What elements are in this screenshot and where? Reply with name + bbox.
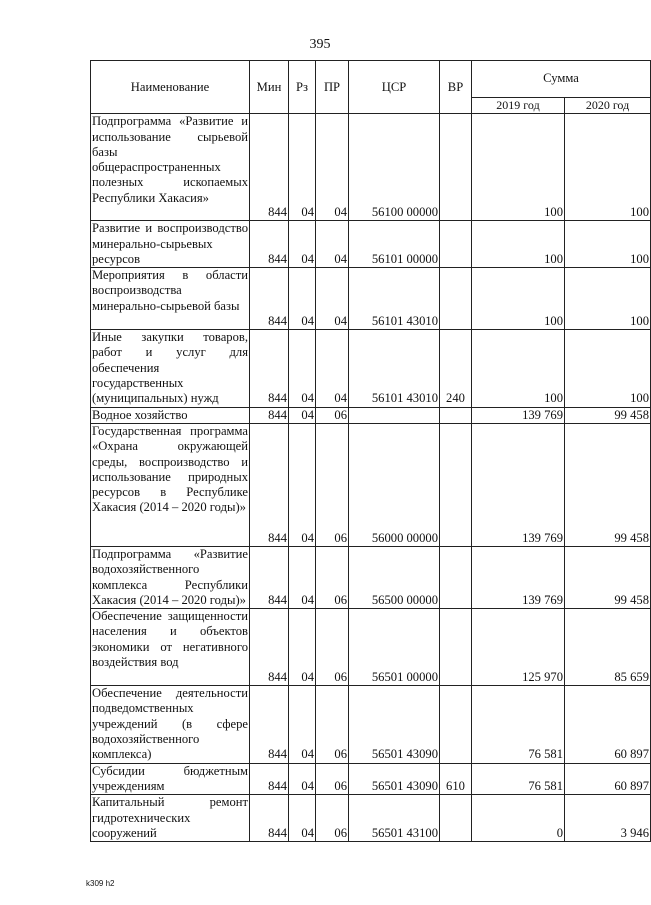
row-sum-2019: 125 970 <box>472 609 565 686</box>
row-name: Капитальный ремонт гидротехнических сооружений <box>92 795 248 840</box>
row-sum-2019: 100 <box>472 330 565 407</box>
row-min: 844 <box>250 763 289 795</box>
row-sum-2019: 139 769 <box>472 423 565 546</box>
row-name: Иные закупки товаров, работ и услуг для обеспечения государственных (муниципальных) нужд <box>92 330 248 406</box>
row-rz: 04 <box>289 609 316 686</box>
row-sum-2020: 100 <box>565 268 651 330</box>
row-rz: 04 <box>289 546 316 608</box>
row-sum-2020: 60 897 <box>565 686 651 763</box>
row-sum-2019: 100 <box>472 221 565 268</box>
row-pr: 06 <box>316 609 349 686</box>
header-pr: ПР <box>316 61 349 114</box>
row-vr <box>440 546 472 608</box>
row-name: Подпрограмма «Развитие и использование сырьевой базы общераспространенных полезных ископаемых Республики Хакасия» <box>91 114 250 221</box>
row-vr: 240 <box>440 330 472 407</box>
row-min: 844 <box>250 330 289 407</box>
row-sum-2019: 139 769 <box>472 546 565 608</box>
table-row <box>91 221 651 268</box>
table-row <box>91 407 651 423</box>
row-name: Субсидии бюджетным учреждениям <box>92 763 248 793</box>
row-sum-2019: 139 769 <box>472 407 565 423</box>
row-vr <box>440 686 472 763</box>
row-csr: 56101 00000 <box>349 221 440 268</box>
row-pr: 06 <box>316 407 349 423</box>
row-csr: 56101 43010 <box>349 330 440 407</box>
table-row <box>91 268 651 330</box>
row-name: Развитие и воспроизводство минерально-сырьевых ресурсов <box>92 221 248 266</box>
row-rz: 04 <box>289 686 316 763</box>
row-min: 844 <box>250 609 289 686</box>
row-min: 844 <box>250 114 289 221</box>
row-min: 844 <box>250 686 289 763</box>
row-sum-2019: 100 <box>472 268 565 330</box>
row-rz: 04 <box>289 114 316 221</box>
row-vr <box>440 795 472 842</box>
row-name: Обеспечение деятельности подведомственных учреждений (в сфере водохозяйственного комплекса) <box>92 686 248 762</box>
row-csr: 56000 00000 <box>349 423 440 546</box>
row-rz: 04 <box>289 407 316 423</box>
row-name: Государственная программа «Охрана окружающей среды, воспроизводство и использование природных ресурсов в Республике Хакасия (2014 – 2020 годы)» <box>91 423 250 546</box>
header-year-2019: 2019 год <box>472 98 565 114</box>
row-sum-2020: 99 458 <box>565 546 651 608</box>
row-rz: 04 <box>289 330 316 407</box>
header-sum: Сумма <box>472 61 651 98</box>
row-csr: 56501 43090 <box>349 686 440 763</box>
row-csr: 56101 43010 <box>349 268 440 330</box>
row-csr: 56501 43100 <box>349 795 440 842</box>
table-row <box>91 686 651 763</box>
table-row <box>91 114 651 221</box>
row-rz: 04 <box>289 763 316 795</box>
row-vr <box>440 407 472 423</box>
row-sum-2020: 100 <box>565 114 651 221</box>
table-row <box>91 330 651 407</box>
row-csr: 56100 00000 <box>349 114 440 221</box>
row-pr: 06 <box>316 546 349 608</box>
row-min: 844 <box>250 423 289 546</box>
row-sum-2019: 100 <box>472 114 565 221</box>
row-name: Мероприятия в области воспроизводства минерально-сырьевой базы <box>91 268 250 330</box>
row-min: 844 <box>250 221 289 268</box>
header-rz: Рз <box>289 61 316 114</box>
row-csr <box>349 407 440 423</box>
row-name: Обеспечение защищенности населения и объектов экономики от негативного воздействия вод <box>91 609 250 686</box>
header-csr: ЦСР <box>349 61 440 114</box>
row-pr: 06 <box>316 795 349 842</box>
row-sum-2019: 76 581 <box>472 686 565 763</box>
row-sum-2019: 0 <box>472 795 565 842</box>
row-pr: 06 <box>316 423 349 546</box>
row-pr: 04 <box>316 114 349 221</box>
row-vr <box>440 221 472 268</box>
header-vr: ВР <box>440 61 472 114</box>
row-pr: 04 <box>316 268 349 330</box>
header-min: Мин <box>250 61 289 114</box>
header-name: Наименование <box>91 61 250 114</box>
row-vr <box>440 114 472 221</box>
row-rz: 04 <box>289 221 316 268</box>
row-min: 844 <box>250 795 289 842</box>
table-row <box>91 609 651 686</box>
row-pr: 04 <box>316 221 349 268</box>
table-row <box>91 423 651 546</box>
row-name: Водное хозяйство <box>91 407 250 423</box>
footer-code: k309 h2 <box>86 879 115 888</box>
row-sum-2020: 85 659 <box>565 609 651 686</box>
row-csr: 56501 00000 <box>349 609 440 686</box>
row-rz: 04 <box>289 268 316 330</box>
row-sum-2020: 100 <box>565 221 651 268</box>
table-row <box>91 763 651 795</box>
row-sum-2020: 3 946 <box>565 795 651 842</box>
row-min: 844 <box>250 407 289 423</box>
row-rz: 04 <box>289 423 316 546</box>
row-csr: 56501 43090 <box>349 763 440 795</box>
row-name: Подпрограмма «Развитие водохозяйственного комплекса Республики Хакасия (2014 – 2020 годы)» <box>92 546 248 607</box>
row-sum-2020: 99 458 <box>565 407 651 423</box>
row-csr: 56500 00000 <box>349 546 440 608</box>
row-sum-2020: 100 <box>565 330 651 407</box>
row-min: 844 <box>250 546 289 608</box>
row-rz: 04 <box>289 795 316 842</box>
budget-table <box>90 60 651 842</box>
row-vr <box>440 423 472 546</box>
row-vr: 610 <box>440 763 472 795</box>
table-row <box>91 546 651 608</box>
row-min: 844 <box>250 268 289 330</box>
page-number: 395 <box>309 37 331 52</box>
table-row <box>91 795 651 842</box>
header-year-2020: 2020 год <box>565 98 651 114</box>
row-pr: 04 <box>316 330 349 407</box>
row-vr <box>440 268 472 330</box>
row-pr: 06 <box>316 763 349 795</box>
row-sum-2020: 99 458 <box>565 423 651 546</box>
row-vr <box>440 609 472 686</box>
row-pr: 06 <box>316 686 349 763</box>
row-sum-2019: 76 581 <box>472 763 565 795</box>
row-sum-2020: 60 897 <box>565 763 651 795</box>
